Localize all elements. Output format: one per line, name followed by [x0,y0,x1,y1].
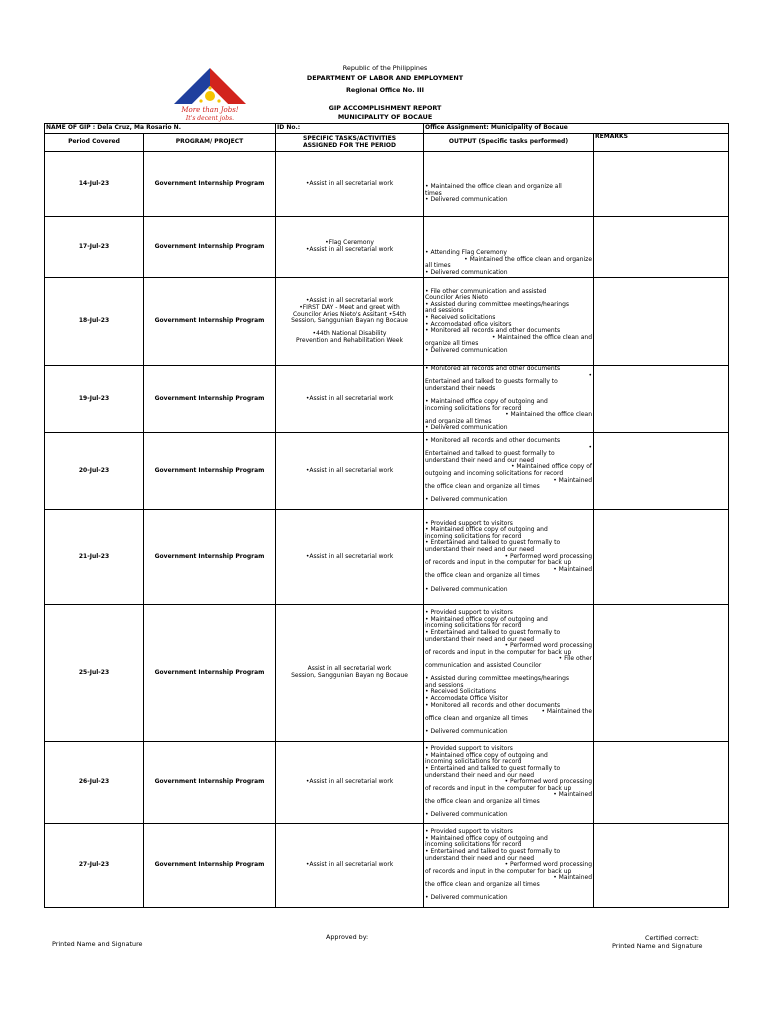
program-cell: Government Internship Program [144,432,276,509]
task-line: •FIRST DAY - Meet and greet with [299,304,400,312]
output-line: • Delivered communication [425,196,508,204]
output-line: incoming solicitations for record [425,758,522,766]
output-line: of records and input in the computer for back up [425,559,572,567]
output-line [425,164,592,171]
output-line: of records and input in the computer for back up [425,784,572,792]
output-line [425,171,592,178]
output-line: • Received Solicitations [425,688,497,696]
output-line: • Received solicitations [425,313,496,321]
task-line: Councilor Aries Nieto's Assitant •54th [292,310,407,318]
left-signature-label: Printed Name and Signature [52,940,143,948]
output-line: understand their needs [425,384,496,392]
table-row [45,152,729,217]
period-cell: 26-Jul-23 [45,741,144,823]
task-line: •Flag Ceremony [325,239,374,247]
output-line: • Attending Flag Ceremony [425,249,507,257]
output-cell [424,217,594,278]
output-line: understand their need and our need [425,771,535,779]
table-row [45,604,729,741]
output-line: • Maintained the office clean and organize all [425,183,562,190]
accomplishment-table [44,123,729,908]
table-row [45,741,729,823]
program-cell: Government Internship Program [144,152,276,217]
table-row [45,217,729,278]
output-line: • Maintained the office clean and organize [464,255,593,263]
col-period: Period Covered [45,134,144,152]
output-line: • Maintained office copy of [510,463,593,471]
table-row [45,278,729,366]
output-line: • Maintained [553,476,593,484]
info-row [45,124,729,134]
remarks-cell [594,823,729,907]
output-line: incoming solicitations for record [425,532,522,540]
gip-name: NAME OF GIP : Dela Cruz, Ma Rosario N. [45,124,276,134]
output-line: • Delivered communication [425,585,508,593]
task-line: •Assist in all secretarial work [305,297,394,305]
output-line: • Entertained and talked to guest formally to [425,847,561,855]
tasks-cell [276,432,424,509]
remarks-cell [594,217,729,278]
output-line [425,224,592,231]
output-line: Councilor Aries Nieto [425,294,488,302]
task-line: •44th National Disability [312,330,387,338]
output-cell [424,366,594,433]
department-title: DEPARTMENT OF LABOR AND EMPLOYMENT [306,74,464,82]
output-line: • [588,371,593,379]
output-line: times [425,189,442,197]
table-row [45,432,729,509]
output-line: • [588,443,593,451]
output-line: • Accomodated ofice visitors [425,320,512,328]
output-line: • Maintained the [541,708,593,716]
table-row [45,823,729,907]
output-line: • Delivered communication [425,727,508,735]
program-cell: Government Internship Program [144,741,276,823]
output-line: • Delivered communication [425,496,508,504]
output-line: • Maintained the office clean [505,411,593,419]
output-line: • Delivered communication [425,424,508,432]
output-line: • Assisted during committee meetings/hearings [425,300,570,308]
municipality-title: MUNICIPALITY OF BOCAUE [337,113,433,121]
table-row [45,366,729,433]
remarks-cell [594,278,729,366]
remarks-cell [594,509,729,604]
output-line: • Provided support to visitors [425,519,513,527]
output-line: the office clean and organize all times [425,797,540,805]
logo-slogan-1: More than Jobs! [181,106,239,114]
output-line: the office clean and organize all times [425,572,540,580]
output-line: of records and input in the computer for back up [425,867,572,875]
output-line: • Entertained and talked to guest formally to [425,539,561,547]
period-cell: 14-Jul-23 [45,152,144,217]
output-line: • Maintained [553,565,593,573]
period-cell: 19-Jul-23 [45,366,144,433]
output-line: understand their need and our need [425,456,535,464]
approved-by-label: Approved by: [326,933,369,941]
output-line: • Performed word processing [504,552,593,560]
output-line: • Maintained office copy of outgoing and [425,834,548,842]
program-cell: Government Internship Program [144,509,276,604]
output-line: • Delivered communication [425,894,508,902]
regional-office: Regional Office No. III [345,86,425,94]
tasks-cell [276,741,424,823]
task-line: •Assist in all secretarial work [305,394,394,402]
output-cell [424,152,594,217]
output-line: • Delivered communication [425,269,508,277]
tasks-cell [276,604,424,741]
output-line: • Performed word processing [504,778,593,786]
output-line: • File other communication and assisted [425,287,547,295]
output-cell [424,278,594,366]
remarks-cell [594,366,729,433]
output-line: • Maintained the office clean and [491,333,593,341]
task-line: •Assist in all secretarial work [305,861,394,869]
output-line: • Provided support to visitors [425,745,513,753]
output-line: communication and assisted Councilor [425,662,542,670]
output-line: of records and input in the computer for back up [425,648,572,656]
task-line: •Assist in all secretarial work [305,778,394,786]
task-line: Session, Sanggunian Bayan ng Bocaue [291,317,408,325]
program-cell: Government Internship Program [144,366,276,433]
output-line: • Provided support to visitors [425,609,513,617]
output-line: • Accomodate Office Visitor [425,695,509,703]
output-line: • Maintained [553,791,593,799]
period-cell: 17-Jul-23 [45,217,144,278]
remarks-cell [594,432,729,509]
tasks-cell [276,823,424,907]
output-line: • Entertained and talked to guest formally to [425,764,561,772]
output-line: Entertained and talked to guest formally to [425,450,555,458]
output-line: • Maintained office copy of outgoing and [425,526,548,534]
right-signature-label: Printed Name and Signature [612,942,703,950]
task-line: Session, Sanggunian Bayan ng Bocaue [291,671,408,679]
output-line: understand their need and our need [425,854,535,862]
output-line: • Provided support to visitors [425,828,513,836]
output-cell [424,741,594,823]
program-cell: Government Internship Program [144,217,276,278]
col-remarks: REMARKS [594,134,729,152]
output-line: • Monitored all records and other documents [425,365,561,372]
output-line: and organize all times [425,417,492,425]
output-line: • Assisted during committee meetings/hearings [425,675,570,683]
tasks-cell [276,152,424,217]
output-line: incoming solicitations for record [425,841,522,849]
task-line: •Assist in all secretarial work [305,466,394,474]
table-row [45,509,729,604]
output-line [425,231,592,238]
output-cell [424,509,594,604]
col-output: OUTPUT (Specific tasks performed) [424,134,594,152]
program-cell: Government Internship Program [144,604,276,741]
report-title: GIP ACCOMPLISHMENT REPORT [328,104,442,112]
id-number: ID No.: [276,124,424,134]
tasks-cell [276,509,424,604]
period-cell: 21-Jul-23 [45,509,144,604]
output-line: and sessions [425,307,464,315]
col-program: PROGRAM/ PROJECT [144,134,276,152]
period-cell: 20-Jul-23 [45,432,144,509]
output-cell [424,432,594,509]
logo-slogan-2: It's decent jobs. [185,115,235,122]
output-line: Entertained and talked to guests formally to [425,378,558,386]
certified-correct-label: Certified correct: [645,934,699,942]
output-line: understand their need and our need [425,635,535,643]
output-line: • Monitored all records and other documents [425,327,561,335]
remarks-cell [594,604,729,741]
output-line: • Performed word processing [504,642,593,650]
output-line: and sessions [425,681,464,689]
output-line: incoming solicitations for record [425,404,522,412]
col-tasks: SPECIFIC TASKS/ACTIVITIES ASSIGNED FOR THE PERIOD [276,134,424,152]
output-line: office clean and organize all times [425,714,528,722]
period-cell: 27-Jul-23 [45,823,144,907]
output-cell [424,823,594,907]
tasks-cell [276,217,424,278]
column-header-row [45,134,729,152]
output-line: • Maintained [553,874,593,882]
output-line [425,217,592,224]
output-line: incoming solicitations for record [425,622,522,630]
remarks-cell [594,741,729,823]
republic-text: Republic of the Philippines [342,64,428,72]
output-line: • Monitored all records and other documents [425,436,561,444]
output-line: the office clean and organize all times [425,880,540,888]
task-line: Assist in all secretarial work [307,665,392,673]
output-line: • Entertained and talked to guest formally to [425,629,561,637]
output-line: organize all times [425,340,479,348]
office-assignment: Office Assignment: Municipality of Bocaue [424,124,729,134]
output-cell [424,604,594,741]
output-line: • Maintained office copy of outgoing and [425,397,548,405]
output-line: outgoing and incoming solicitations for record [425,469,564,477]
program-cell: Government Internship Program [144,278,276,366]
output-line: • Delivered communication [425,346,508,354]
output-line [425,237,592,244]
task-line: Prevention and Rehabilitation Week [296,336,403,344]
period-cell: 18-Jul-23 [45,278,144,366]
output-line: • Maintained office copy of outgoing and [425,751,548,759]
output-line: • Monitored all records and other documents [425,701,561,709]
output-line: • Delivered communication [425,811,508,819]
task-line: •Assist in all secretarial work [305,179,394,187]
task-line: •Assist in all secretarial work [305,246,394,253]
program-cell: Government Internship Program [144,823,276,907]
output-line: • Performed word processing [504,861,593,869]
period-cell: 25-Jul-23 [45,604,144,741]
tasks-cell [276,366,424,433]
output-line: understand their need and our need [425,546,535,554]
output-line: the office clean and organize all times [425,483,540,491]
output-line: all times [425,262,451,270]
output-line: • Maintained office copy of outgoing and [425,615,548,623]
task-line: •Assist in all secretarial work [305,552,394,560]
tasks-cell [276,278,424,366]
output-line: • File other [558,655,593,663]
remarks-cell [594,152,729,217]
